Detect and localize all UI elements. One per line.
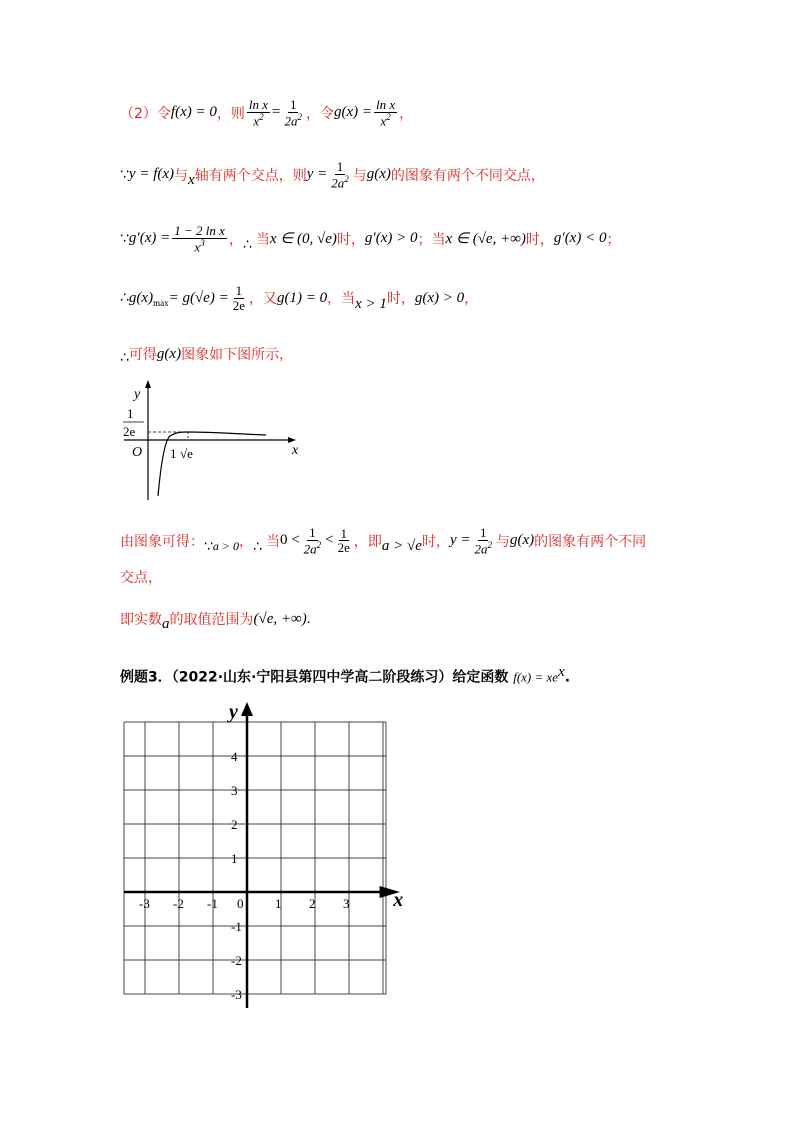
example3-exponent: x: [558, 664, 565, 680]
gx-2: g(x): [156, 345, 182, 362]
grid-y-axis-arrow: [241, 702, 253, 716]
range-value: (√e, +∞): [253, 610, 307, 627]
a-gt-sqrt-e: a > √e: [381, 538, 422, 555]
continuation-line: [120, 567, 162, 587]
when-text-2: 当: [431, 231, 446, 248]
eq-fx-zero: f(x) = 0: [170, 104, 217, 121]
g1-zero: g(1) = 0: [276, 289, 328, 306]
grid-x-label: x: [393, 889, 404, 911]
punct: ，: [239, 533, 254, 550]
time-text-4: 时，: [421, 533, 450, 550]
y-tick-denominator: 2e: [123, 424, 136, 439]
conclusion-line: [120, 526, 646, 556]
grid-y-tick-label: 3: [231, 783, 238, 798]
interval-2: x ∈ (√e, +∞): [445, 231, 526, 248]
then-text: ，则: [216, 105, 245, 122]
graph-intro-line: [120, 344, 293, 364]
because-symbol-2: ∵: [120, 230, 129, 247]
from-graph-text: 由图象可得：: [120, 533, 204, 550]
gx-3: g(x): [509, 532, 535, 549]
example3-heading: [120, 664, 570, 687]
graph-origin-label: O: [132, 445, 143, 460]
punct: ，: [228, 231, 243, 248]
punct: ，: [399, 105, 414, 122]
graph-as-shown-text: 图象如下图所示，: [181, 347, 294, 363]
lt-sign: <: [325, 532, 334, 549]
because-symbol-3: ∵: [204, 538, 213, 555]
gx-graph: [118, 378, 318, 503]
example3-function: f(x) = xe: [513, 669, 559, 685]
line2-text2: 的图象有两个不同交点，: [390, 167, 545, 184]
graph-y-label: y: [134, 387, 141, 402]
derivative-line: [120, 224, 620, 254]
y-eq-fx: y = f(x): [128, 166, 175, 183]
a-positive: a > 0: [212, 539, 240, 554]
therefore-symbol-3: ∴: [120, 350, 129, 366]
intersection-text: 交点，: [120, 570, 162, 586]
time-text-2: 时，: [525, 231, 554, 248]
one-over-2e: $\frac{1}{2e}$: [232, 283, 245, 313]
grid-y-tick-label: 2: [231, 817, 238, 832]
when-text-3: 当: [341, 291, 356, 308]
a-var: a: [162, 615, 170, 632]
therefore-symbol-4: ∴: [253, 538, 262, 555]
g-max: g(x): [128, 289, 154, 306]
x-tick-1: 1: [170, 446, 177, 461]
x-var: x: [188, 172, 195, 189]
part2-lead: （2）令: [120, 105, 171, 122]
punct: ，: [464, 291, 479, 308]
grid-x-tick-label: -1: [207, 896, 218, 911]
with-text-3: 与: [495, 533, 510, 550]
equals-sign: =: [272, 104, 281, 121]
max-line: [120, 284, 478, 312]
therefore-symbol-2: ∴: [120, 290, 129, 307]
line2-text1: 轴有两个交点，则: [194, 167, 307, 184]
one-over-2a2-d: $\frac{1}{2a^2}$: [474, 525, 492, 556]
gprime-positive: g′(x) > 0: [364, 230, 418, 247]
grid-x-tick-label: -2: [173, 896, 184, 911]
interval-1: x ∈ (0, √e): [269, 231, 337, 248]
x-tick-sqrt-e: √e: [180, 446, 193, 461]
zero-lt: 0 <: [279, 532, 300, 549]
with-text: 与: [174, 167, 189, 184]
time-text: 时，: [336, 231, 365, 248]
gx-curve: [158, 432, 266, 496]
one-over-2a2-b: $\frac{1}{2a^2}$: [331, 159, 349, 190]
g-prime: g′(x) =: [128, 230, 171, 247]
period: .: [306, 610, 311, 627]
punct: ；: [606, 231, 621, 248]
g-sqrt-e: = g(√e) =: [168, 289, 229, 306]
one-over-2a2-c: $\frac{1}{2a^2}$: [303, 525, 322, 556]
part2-line: [120, 98, 413, 128]
max-subscript: max: [153, 298, 169, 309]
that-is-text: ，即: [353, 533, 382, 550]
gprime-negative: g′(x) < 0: [553, 230, 607, 247]
x-gt-1: x > 1: [355, 295, 387, 312]
grid-x-tick-label: 2: [309, 896, 316, 911]
coordinate-grid: [110, 700, 410, 1015]
gx-positive: g(x) > 0: [414, 289, 465, 306]
range-line: [120, 609, 311, 632]
time-text-3: 时，: [386, 291, 415, 308]
because-symbol: ∵: [120, 166, 129, 183]
y-tick-numerator: 1: [127, 406, 134, 421]
g-fraction: $\frac{\text{ln x}}{x^2}$: [376, 97, 396, 128]
two-points-text: 的图象有两个不同: [534, 533, 647, 550]
g-definition: g(x) =: [333, 104, 372, 121]
range-is-text: 的取值范围为: [169, 612, 254, 628]
grid-x-tick-label: 3: [343, 896, 350, 911]
when-text-4: 当: [265, 533, 280, 550]
also-text: ，又: [248, 291, 277, 308]
grid-y-tick-label: -1: [231, 919, 242, 934]
when-text: 当: [255, 231, 270, 248]
grid-x-tick-label: 1: [275, 896, 282, 911]
punct: ，: [327, 291, 342, 308]
grid-x-tick-label: -3: [139, 896, 150, 911]
grid-y-tick-label: -3: [231, 987, 242, 1002]
graph-x-label: x: [292, 443, 299, 458]
gx: g(x): [366, 166, 391, 183]
y-eq-2: y =: [449, 532, 471, 549]
punct: ；: [417, 231, 432, 248]
let-text: ，令: [305, 105, 334, 122]
grid-y-tick-label: -2: [231, 953, 242, 968]
lnx-over-x2: $\frac{\text{ln x}}{x^2}$: [248, 97, 268, 128]
real-number-text: 即实数: [120, 612, 162, 628]
derivative-fraction: $\frac{\text{1 − 2 ln x}}{x^3}$: [174, 223, 225, 254]
grid-y-tick-label: 4: [231, 749, 238, 764]
y-eq: y =: [306, 166, 328, 183]
intersection-line: [120, 160, 545, 190]
grid-x-tick-label: 0: [237, 896, 244, 911]
example3-period: .: [564, 669, 571, 686]
one-over-2e-b: $\frac{1}{2e}$: [337, 525, 350, 556]
therefore-symbol: ∴: [242, 236, 252, 253]
with-text-2: 与: [352, 167, 367, 184]
grid-y-label: y: [229, 701, 238, 723]
can-get-text: 可得: [128, 347, 157, 363]
one-over-2a2: $\frac{1}{2a^2}$: [284, 97, 302, 128]
y-axis-arrow: [145, 380, 151, 388]
grid-y-tick-label: 1: [231, 851, 238, 866]
example3-label: 例题3．（2022·山东·宁阳县第四中学高二阶段练习）给定函数: [120, 669, 509, 686]
